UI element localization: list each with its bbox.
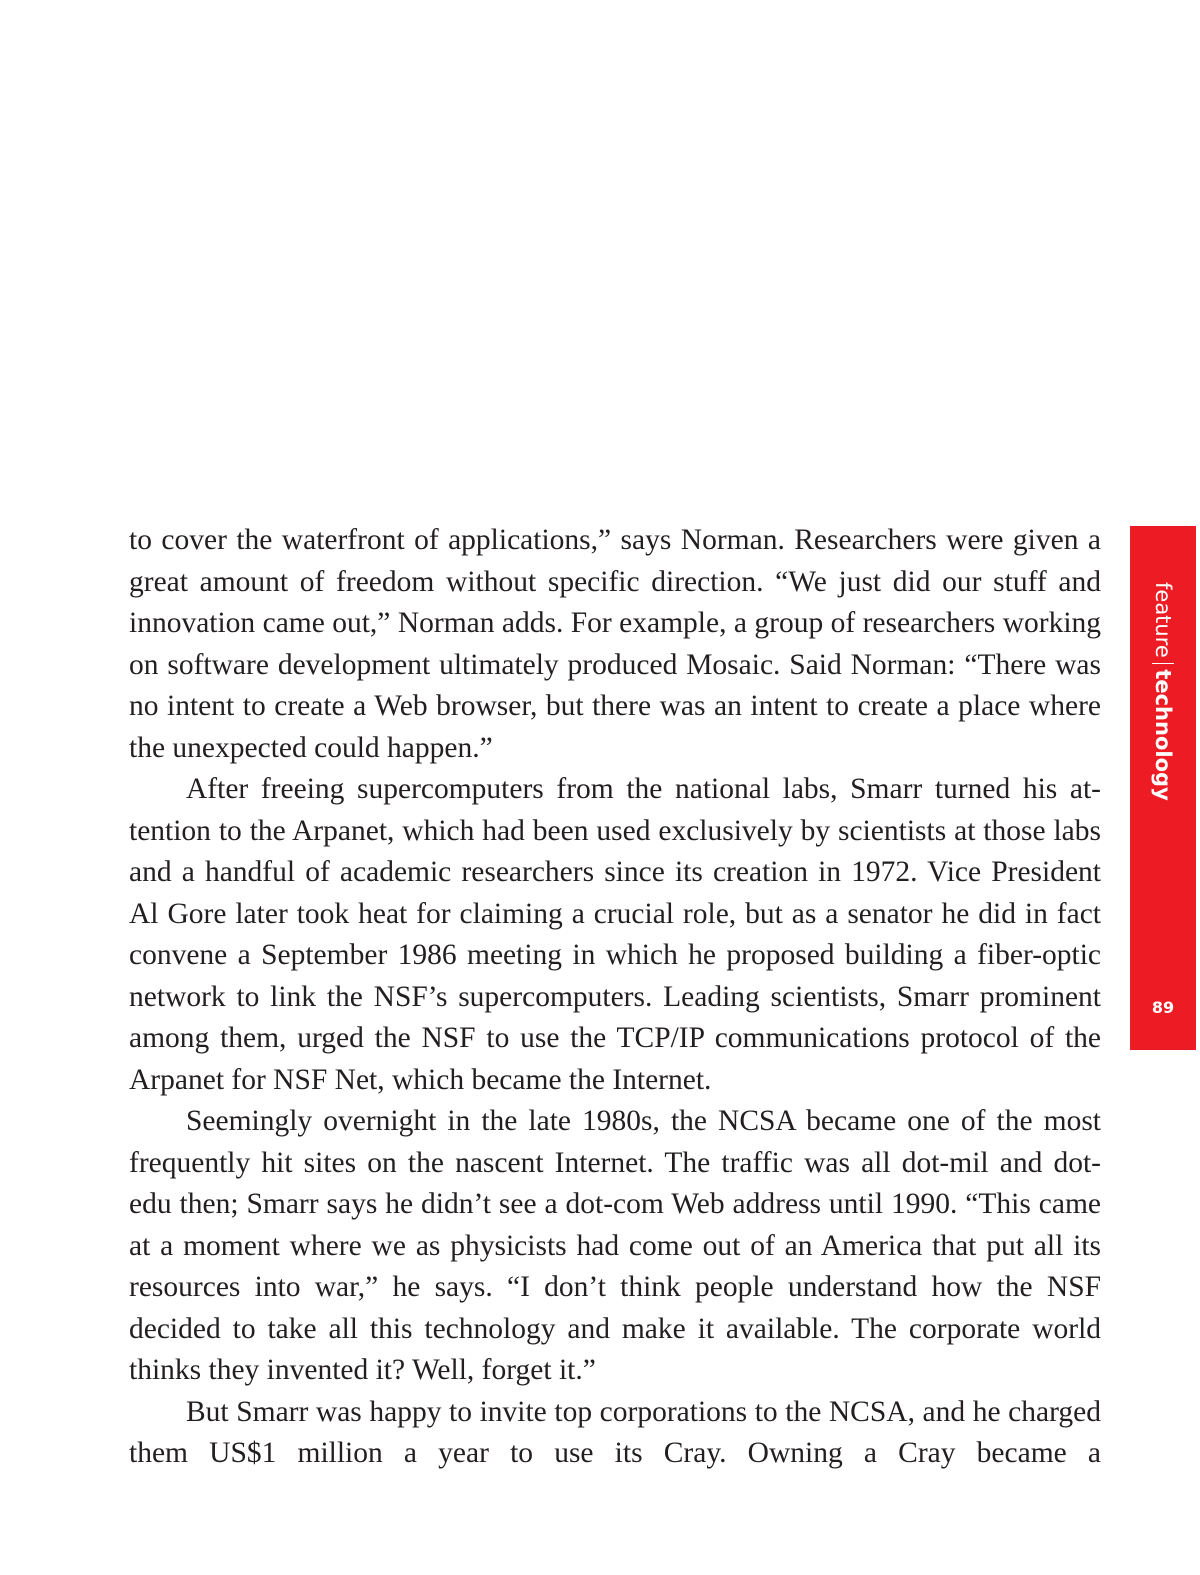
text-line: Al Gore later took heat for claiming a crucial role, but as a senator he did in fact — [129, 897, 1101, 930]
article-paragraph — [129, 769, 1101, 1101]
text-line: tention to the Arpanet, which had been used exclusively by scientists at those labs — [129, 814, 1101, 847]
text-line: NSF decided to take all this technology and make it available. The corporate — [129, 1271, 1102, 1345]
article-paragraph — [129, 520, 1101, 769]
text-line: Seemingly overnight in the late 1980s, the NCSA became one of the most — [186, 1105, 1101, 1137]
text-line: After freeing supercomputers from the national labs, Smarr turned his at- — [186, 773, 1101, 805]
text-line: a great amount of freedom without specific direction. “We just did our stuff — [129, 524, 1102, 598]
article-paragraph — [129, 1392, 1101, 1475]
page-number: 89 — [1151, 998, 1175, 1017]
section-label — [1152, 582, 1174, 801]
text-line: charged them US$1 million a year to use its Cray. Owning a Cray became a — [129, 1395, 1101, 1469]
text-line: convene a September 1986 meeting in which he proposed building a fiber-optic — [129, 939, 1101, 971]
text-line: “There was no intent to create a Web browser, but there was an intent to create a — [129, 648, 1102, 722]
text-line: working on software development ultimately produced Mosaic. Said Norman: — [129, 607, 1102, 681]
text-line: edu then; Smarr says he didn’t see a dot-com Web address until 1990. “This — [129, 1188, 1031, 1220]
section-divider — [1152, 663, 1174, 665]
text-line: and innovation came out,” Norman adds. For example, a group of researchers — [129, 565, 1101, 639]
text-line: among them, urged the NSF to use the TCP/IP communications protocol of the — [129, 1022, 1101, 1054]
text-line: place where the unexpected could happen.” — [129, 690, 1101, 764]
text-line: came at a moment where we as physicists had come out of an America that put — [129, 1188, 1102, 1262]
text-line: world thinks they invented it? Well, forget it.” — [129, 1312, 1102, 1386]
text-line: Arpanet for NSF Net, which became the Internet. — [129, 1063, 712, 1096]
text-line: all its resources into war,” he says. “I don’t think people understand how the — [129, 1229, 1101, 1303]
text-line: and a handful of academic researchers since its creation in 1972. Vice President — [129, 856, 1101, 888]
text-line: network to link the NSF’s supercomputers. Leading scientists, Smarr prominent — [129, 980, 1101, 1013]
text-line: to cover the waterfront of applications,” says Norman. Researchers were given — [129, 524, 1079, 556]
text-line: frequently hit sites on the nascent Internet. The traffic was all dot-mil and dot- — [129, 1146, 1101, 1179]
article-body — [129, 520, 1101, 1475]
category-name: technology — [1151, 669, 1175, 801]
section-name: feature — [1151, 582, 1175, 658]
article-paragraph — [129, 1101, 1101, 1392]
section-tab — [1130, 526, 1196, 1050]
text-line: But Smarr was happy to invite top corporations to the NCSA, and he — [186, 1395, 1001, 1428]
